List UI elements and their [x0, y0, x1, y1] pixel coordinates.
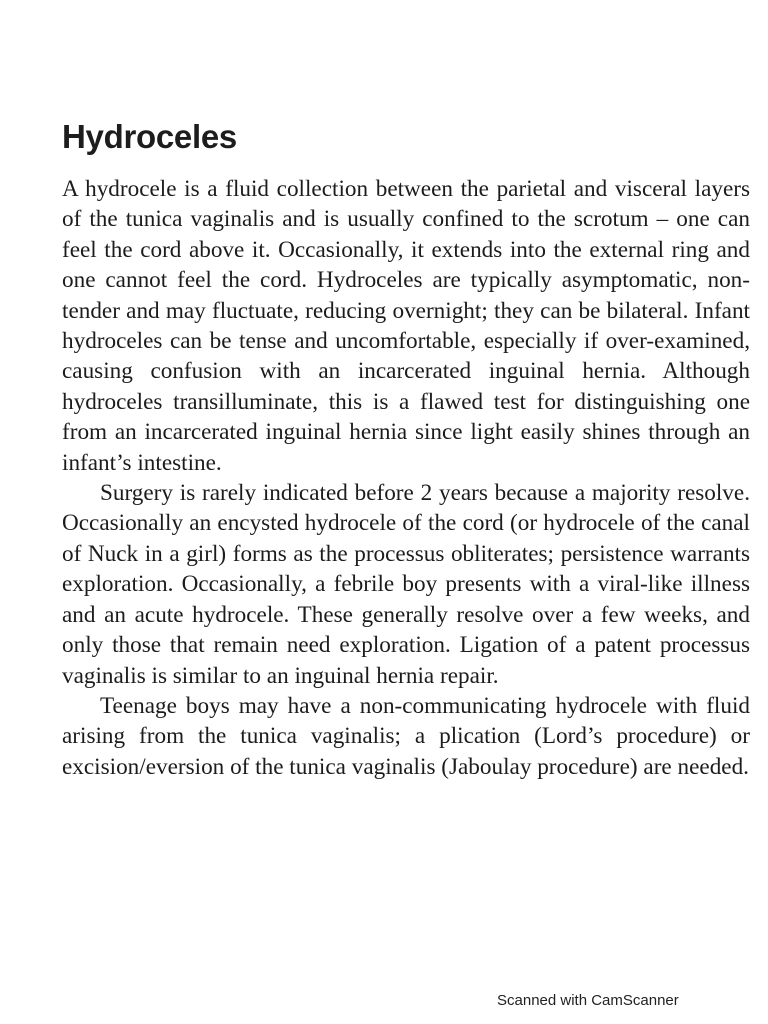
- paragraph-3: Teenage boys may have a non-communicating hydrocele with fluid arising from the tunica vaginalis; a plication (Lord’s procedure) or excision/eversion of the tunica vaginalis (Jaboulay procedure) are needed.: [62, 692, 750, 780]
- section-heading: Hydroceles: [62, 118, 237, 155]
- body-text: [62, 174, 750, 782]
- paragraph-1: A hydrocele is a fluid collection between the parietal and visceral layers of the tunica vaginalis and is usually confined to the scrotum – one can feel the cord above it. Occasionally, it extends into the external ring and one cannot feel the cord. Hydroceles are typically asymptomatic, non-tender and may fluctuate, reducing overnight; they can be bilateral. Infant hydroceles can be tense and uncomfortable, especially if over-examined, causing confusion with an incarcerated inguinal hernia. Although hydroceles transilluminate, this is a flawed test for distinguishing one from an incarcerated inguinal hernia since light easily shines through an infant’s intestine.: [62, 176, 750, 476]
- scanner-watermark: Scanned with CamScanner: [497, 992, 679, 1009]
- paragraph-2: Surgery is rarely indicated before 2 years because a majority resolve. Occasionally an encysted hydrocele of the cord (or hydrocele of the canal of Nuck in a girl) forms as the processus obliterates; persistence warrants exploration. Occasionally, a febrile boy presents with a viral-like illness and an acute hydrocele. These generally resolve over a few weeks, and only those that remain need exploration. Ligation of a patent processus vaginalis is similar to an inguinal hernia repair.: [62, 480, 750, 689]
